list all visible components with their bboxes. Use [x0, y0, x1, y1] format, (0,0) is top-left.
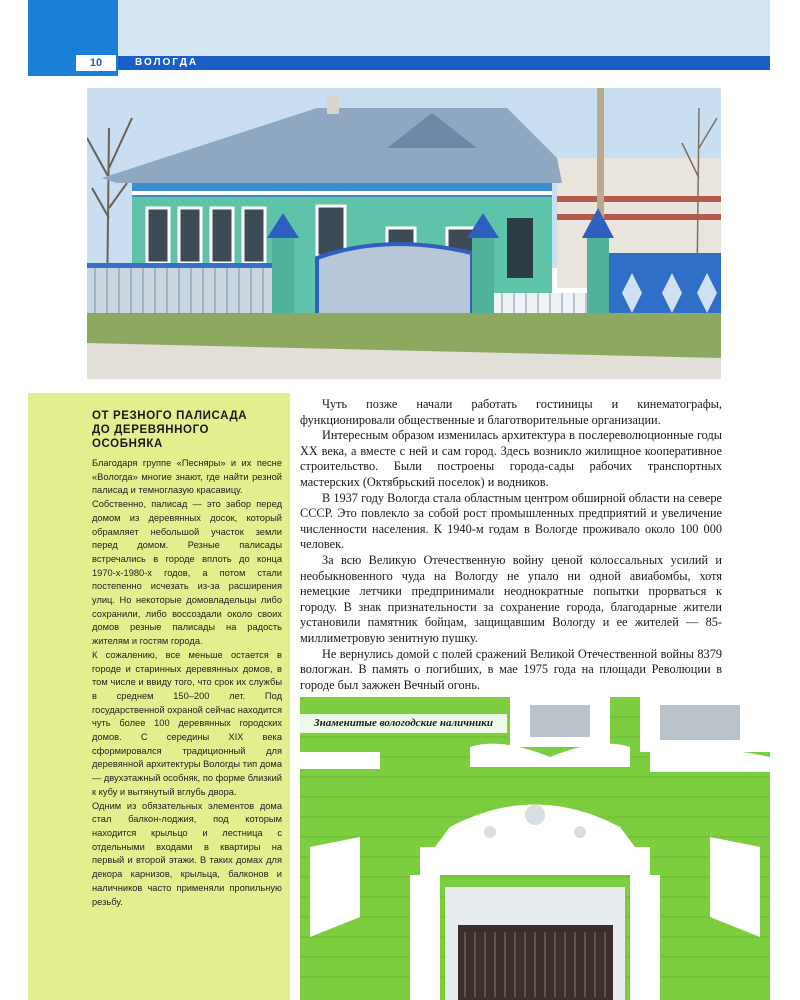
header-bar	[118, 56, 770, 70]
sidebar-title-line: ОТ РЕЗНОГО ПАЛИСАДА	[92, 410, 248, 422]
main-paragraph: За всю Великую Отечественную войну ценой колоссальных усилий и необыкновенного чуда на Вологду не упало ни одной авиабомбы, хотя немецкие летчики предпринимали неоднократные попытки прорваться к городу. В знак признательности за сохранение города, благодарные жители установили памятник бойцам, защищавшим Вологду и ее жителей — 85-миллиметровую зенитную пушку.	[300, 552, 722, 645]
photo-caption: Знаменитые вологодские наличники	[300, 714, 507, 733]
main-paragraph: Интересным образом изменилась архитектура в послереволюционные годы XX века, а вместе с ней и сам город. Здесь возникло жилищное кооперативное строительство. Были построены города-сады рабочих транспортных мастерских (Октябрьский поселок) и водников.	[300, 428, 722, 489]
sidebar-paragraph: Одним из обязательных элементов дома стал балкон-лоджия, под которым находится крыльцо и лестница с отдельными входами в квартиры на первый и второй этажи. В таких домах для декора карнизов, крыльца, балконов и наличников часто применяли пропильную резьбу.	[92, 800, 282, 907]
main-paragraph: Чуть позже начали работать гостиницы и кинематографы, функционировали общественные и благотворительные организации.	[300, 397, 722, 427]
header-light-band	[118, 0, 770, 56]
main-text	[300, 397, 722, 693]
house-photo	[87, 88, 721, 379]
page-number: 10	[76, 55, 116, 71]
main-paragraph: Не вернулись домой с полей сражений Великой Отечественной войны 8379 вологжан. В память о погибших, в мае 1975 года на площади Революции в городе был зажжен Вечный огонь.	[300, 646, 722, 692]
sidebar-paragraph: Благодаря группе «Песняры» и их песне «Вологда» многие знают, где найти резной палисад и темноглазую красавицу.	[92, 458, 282, 496]
sidebar-title-line: ДО ДЕРЕВЯННОГО	[92, 424, 210, 436]
window-frames-photo	[300, 697, 770, 1000]
running-head: ВОЛОГДА	[135, 57, 199, 68]
sidebar-paragraph: К сожалению, все меньше остается в городе и старинных деревянных домов, в том числе и ввиду того, что срок их службы в среднем 150–200 лет. Под государственной охраной сейчас находится чуть более 100 деревянных городских домов. С середины XIX века сформировался традиционный для деревянной архитектуры Вологды тип дома — двухэтажный особняк, по форме близкий к кубу и вытянутый вглубь двора.	[92, 649, 282, 797]
main-paragraph: В 1937 году Вологда стала областным центром обширной области на севере СССР. Это повлекло за собой рост промышленных предприятий и увеличение численности населения. К 1940-м годам в Вологде проживало около 100 000 человек.	[300, 490, 722, 552]
sidebar-title-line: ОСОБНЯКА	[92, 438, 163, 450]
sidebar-body	[92, 457, 282, 909]
sidebar-paragraph: Собственно, палисад — это забор перед домом из деревянных досок, который обрамляет небольшой участок земли перед домом. Резные палисады встречались в городе вплоть до конца 1970-х-1980-х годов, а потом стали постепенно исчезать из-за расширения улиц. Но некоторые домовладельцы либо сохранили, либо воссоздали около своих домов резные палисады на радость жителям и гостям города.	[92, 499, 282, 647]
sidebar-title	[92, 409, 282, 451]
